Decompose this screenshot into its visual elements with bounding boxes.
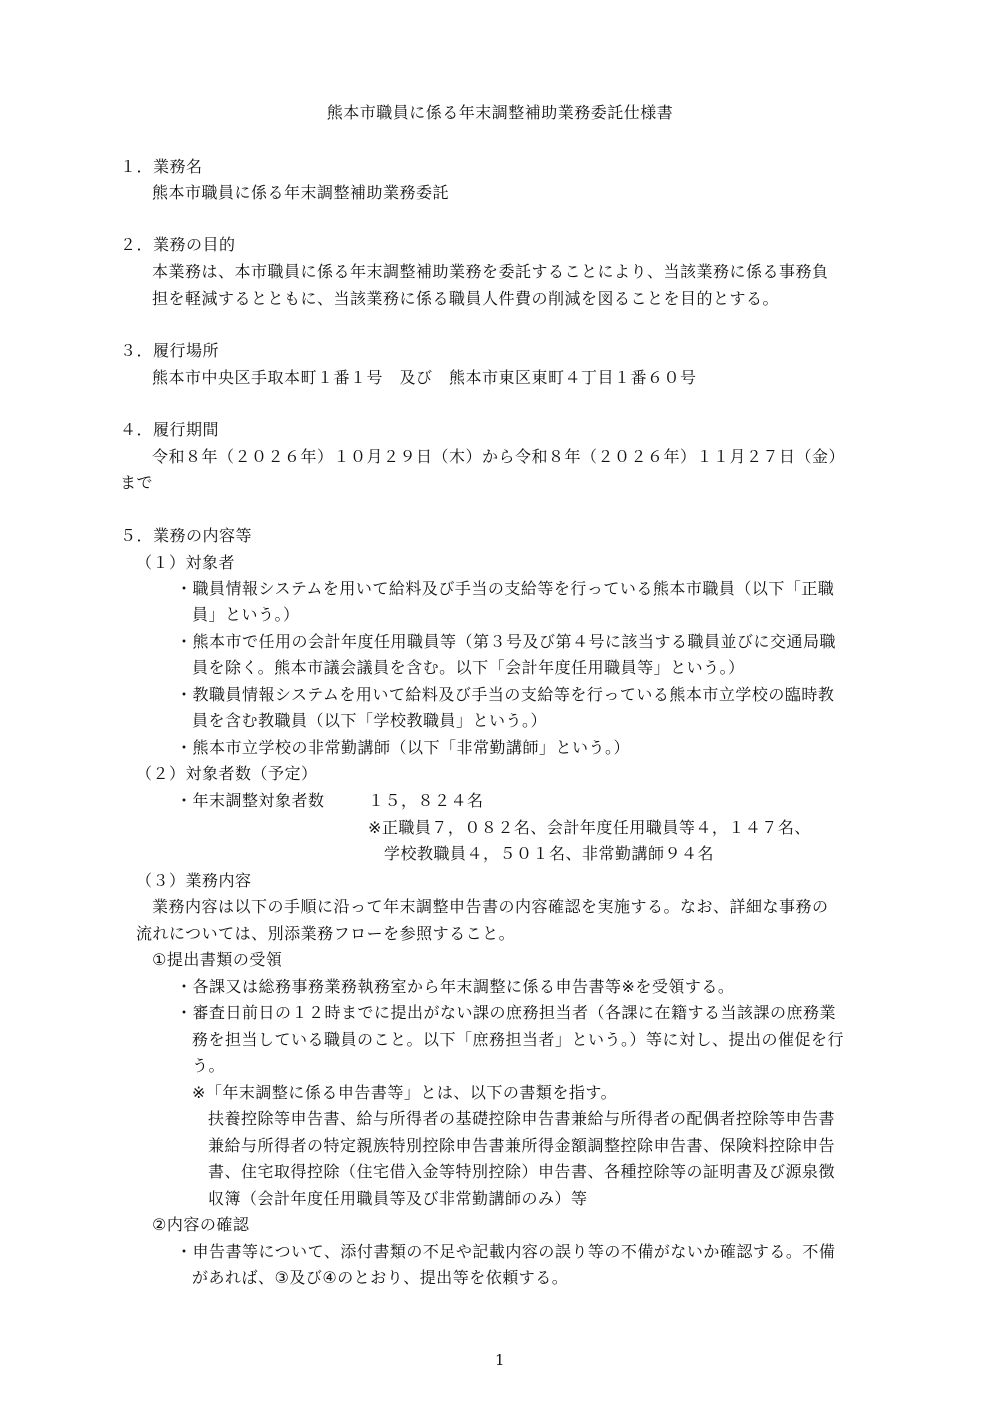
step-1-note-line-1: 扶養控除等申告書、給与所得者の基礎控除申告書兼給与所得者の配偶者控除等申告書 (208, 1109, 836, 1128)
subsection-1-heading: （１）対象者 (136, 553, 236, 572)
section-3-heading: ３．履行場所 (120, 341, 220, 360)
subsection-3-heading: （３）業務内容 (136, 871, 252, 890)
subsection-2-heading: （２）対象者数（予定） (136, 764, 318, 783)
target-count-note-2: 学校教職員４，５０１名、非常勤講師９４名 (384, 844, 715, 863)
step-2-bullet-1-line-2: があれば、③及び④のとおり、提出等を依頼する。 (192, 1268, 569, 1287)
step-1-bullet-2-line-2: 務を担当している職員のこと。以下「庶務担当者」という。）等に対し、提出の催促を行 (192, 1030, 845, 1049)
section-4-line-2: まで (120, 473, 154, 492)
target-bullet-3-line-2: 員を含む教職員（以下「学校教職員」という。） (192, 711, 548, 730)
target-count-note-1: ※正職員７，０８２名、会計年度任用職員等４，１４７名、 (368, 818, 811, 837)
section-4-line-1: 令和８年（２０２６年）１０月２９日（木）から令和８年（２０２６年）１１月２７日（金） (152, 447, 846, 466)
document-title: 熊本市職員に係る年末調整補助業務委託仕様書 (326, 103, 674, 122)
step-1-note-line-2: 兼給与所得者の特定親族特別控除申告書兼所得金額調整控除申告書、保険料控除申告 (208, 1136, 836, 1155)
step-1-note-line-4: 収簿（会計年度任用職員等及び非常勤講師のみ）等 (208, 1189, 588, 1208)
section-2-line-2: 担を軽減するとともに、当該業務に係る職員人件費の削減を図ることを目的とする。 (152, 289, 780, 308)
target-bullet-2-line-2: 員を除く。熊本市議会議員を含む。以下「会計年度任用職員等」という。） (192, 658, 745, 677)
section-2-heading: ２．業務の目的 (120, 235, 236, 254)
step-1-note-line-3: 書、住宅取得控除（住宅借入金等特別控除）申告書、各種控除等の証明書及び源泉徴 (208, 1162, 836, 1181)
target-count-value: １５，８２４名 (368, 791, 484, 810)
step-2-heading: ②内容の確認 (152, 1215, 250, 1234)
work-intro-line-2: 流れについては、別添業務フローを参照すること。 (136, 924, 516, 943)
step-2-bullet-1-line-1: ・申告書等について、添付書類の不足や記載内容の誤り等の不備がないか確認する。不備 (176, 1242, 836, 1261)
work-intro-line-1: 業務内容は以下の手順に沿って年末調整申告書の内容確認を実施する。なお、詳細な事務の (152, 897, 829, 916)
step-1-heading: ①提出書類の受領 (152, 950, 283, 969)
step-1-bullet-2-line-3: う。 (192, 1056, 226, 1075)
target-bullet-4: ・熊本市立学校の非常勤講師（以下「非常勤講師」という。） (176, 738, 631, 757)
section-4-heading: ４．履行期間 (120, 420, 220, 439)
section-3-body: 熊本市中央区手取本町１番１号 及び 熊本市東区東町４丁目１番６０号 (152, 368, 697, 387)
page-number: 1 (494, 1351, 506, 1369)
target-bullet-1-line-2: 員」という。） (192, 605, 300, 624)
section-1-heading: １．業務名 (120, 157, 203, 176)
section-1-body: 熊本市職員に係る年末調整補助業務委託 (152, 183, 450, 202)
target-bullet-2-line-1: ・熊本市で任用の会計年度任用職員等（第３号及び第４号に該当する職員並びに交通局職 (176, 632, 837, 651)
section-5-heading: ５．業務の内容等 (120, 526, 253, 545)
step-1-note-heading: ※「年末調整に係る申告書等」とは、以下の書類を指す。 (192, 1083, 618, 1102)
target-bullet-1-line-1: ・職員情報システムを用いて給料及び手当の支給等を行っている熊本市職員（以下「正職 (176, 579, 835, 598)
step-1-bullet-2-line-1: ・審査日前日の１２時までに提出がない課の庶務担当者（各課に在籍する当該課の庶務業 (176, 1003, 837, 1022)
step-1-bullet-1: ・各課又は総務事務業務執務室から年末調整に係る申告書等※を受領する。 (176, 977, 735, 996)
section-2-line-1: 本業務は、本市職員に係る年末調整補助業務を委託することにより、当該業務に係る事務負 (152, 262, 829, 281)
target-count-label: ・年末調整対象者数 (176, 791, 325, 810)
target-bullet-3-line-1: ・教職員情報システムを用いて給料及び手当の支給等を行っている熊本市立学校の臨時教 (176, 685, 835, 704)
